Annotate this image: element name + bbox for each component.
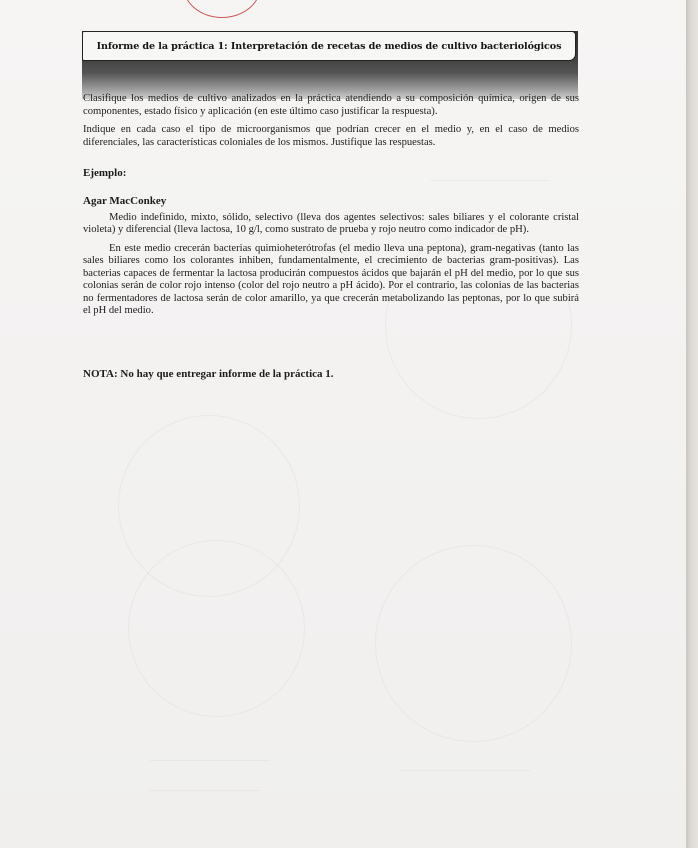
- example-paragraph: Medio indefinido, mixto, sólido, selectivo (lleva dos agentes selectivos: sales biliares y el colorante cristal violeta) y diferencial (lleva lactosa, 10 g/l, como sustrato de prueba y rojo neutro como indicador de pH).: [83, 211, 579, 236]
- page-edge-shadow: [686, 0, 698, 848]
- header-box: [82, 31, 576, 61]
- report-body: [83, 93, 579, 381]
- instruction-paragraph: Indique en cada caso el tipo de microorganismos que podrían crecer en el medio y, en el caso de medios diferenciales, las características coloniales de los mismos. Justifique las respuestas.: [83, 124, 579, 148]
- report-title: Informe de la práctica 1: Interpretación de recetas de medios de cultivo bacteriológicos: [96, 40, 562, 52]
- show-through-circle: [375, 545, 572, 742]
- show-through-circle: [128, 540, 305, 717]
- red-pen-mark: [183, 0, 261, 18]
- instruction-paragraph: Clasifique los medios de cultivo analizados en la práctica atendiendo a su composición química, origen de sus componentes, estado físico y aplicación (en este último caso justificar la respuesta).: [83, 93, 579, 117]
- show-through-line: [400, 770, 530, 771]
- example-paragraph: En este medio crecerán bacterias quimioheterótrofas (el medio lleva una peptona), gram-negativas (tanto las sales biliares como los colorantes inhiben, fundamentalmente, el crecimiento de bacterias gram-positivas). Las bacterias capaces de fermentar la lactosa producirán compuestos ácidos que bajarán el pH del medio, por lo que sus colonias serán de color rojo intenso (color del rojo neutro a pH ácido). Por el contrario, las colonias de las bacterias no fermentadores de lactosa serán de color amarillo, ya que crecerán metabolizando las peptonas, por lo que subirá el pH del medio.: [83, 242, 579, 317]
- example-heading: Ejemplo:: [83, 167, 127, 179]
- note-text: NOTA: No hay que entregar informe de la práctica 1.: [83, 367, 334, 380]
- show-through-line: [150, 790, 260, 791]
- show-through-line: [150, 760, 270, 761]
- medium-name-heading: Agar MacConkey: [83, 194, 167, 207]
